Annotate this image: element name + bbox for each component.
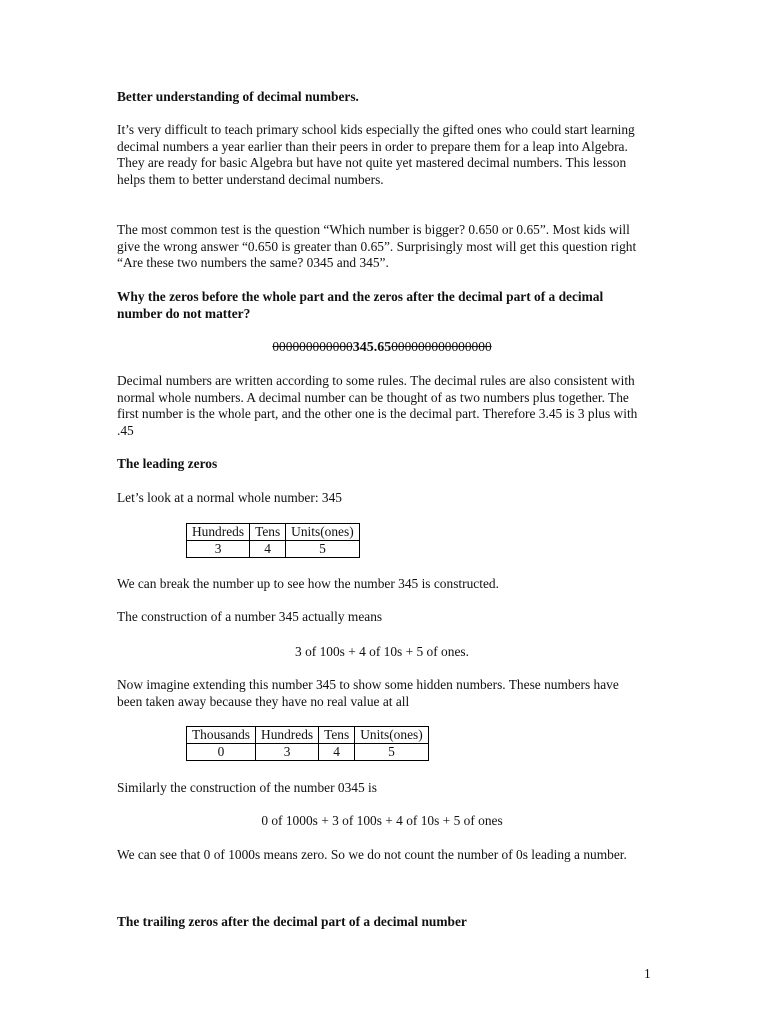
zeros-example (117, 339, 647, 357)
formula-0345: 0 of 1000s + 3 of 100s + 4 of 10s + 5 of ones (261, 813, 503, 828)
heading-leading-zeros: The leading zeros (117, 456, 218, 471)
hidden-numbers-paragraph: Now imagine extending this number 345 to show some hidden numbers. These numbers have been taken away because they have no real value at all (117, 677, 619, 709)
table-cell: 3 (256, 744, 319, 761)
zero-thousands-paragraph: We can see that 0 of 1000s means zero. So we do not count the number of 0s leading a number. (117, 847, 627, 862)
table-header-row (187, 727, 429, 744)
place-value-table-0345 (186, 726, 429, 761)
decimal-rules-paragraph: Decimal numbers are written according to some rules. The decimal rules are also consistent with normal whole numbers. A decimal number can be thought of as two numbers plus together. The first number is the whole part, and the other one is the decimal part. Therefore 3.45 is 3 plus with .45 (117, 373, 638, 438)
table-header-row (187, 524, 360, 541)
table-header-cell: Tens (319, 727, 355, 744)
table-cell: 3 (187, 541, 250, 558)
similarly-paragraph: Similarly the construction of the number 0345 is (117, 780, 377, 795)
table-header-cell: Thousands (187, 727, 256, 744)
formula-345: 3 of 100s + 4 of 10s + 5 of ones. (295, 644, 469, 659)
table-header-cell: Tens (250, 524, 286, 541)
table-header-cell: Units(ones) (286, 524, 359, 541)
heading-trailing-zeros: The trailing zeros after the decimal part of a decimal number (117, 914, 467, 929)
whole-number-paragraph: Let’s look at a normal whole number: 345 (117, 490, 342, 505)
place-value-table-345 (186, 523, 360, 558)
table-cell: 0 (187, 744, 256, 761)
table-cell: 4 (319, 744, 355, 761)
heading-why-zeros: Why the zeros before the whole part and the zeros after the decimal part of a decimal number do not matter? (117, 289, 604, 321)
table-cell: 5 (355, 744, 428, 761)
break-number-paragraph: We can break the number up to see how the number 345 is constructed. (117, 576, 499, 591)
table-cell: 4 (250, 541, 286, 558)
significant-number: 345.65 (352, 340, 392, 355)
table-header-cell: Hundreds (256, 727, 319, 744)
page-number: 1 (644, 966, 651, 981)
intro-paragraph: It’s very difficult to teach primary school kids especially the gifted ones who could start learning decimal numbers a year earlier than their peers in order to prepare them for a leap into Algebra. They are ready for basic Algebra but have not quite yet mastered decimal numbers. This lesson helps them to better understand decimal numbers. (117, 122, 635, 187)
table-header-cell: Hundreds (187, 524, 250, 541)
table-header-cell: Units(ones) (355, 727, 428, 744)
heading-title: Better understanding of decimal numbers. (117, 89, 359, 104)
trailing-zeros: 000000000000000 (391, 339, 492, 354)
table-row (187, 541, 360, 558)
common-test-paragraph: The most common test is the question “Which number is bigger? 0.650 or 0.65”. Most kids will give the wrong answer “0.650 is greater than 0.65”. Surprisingly most will get this question right “Are these two numbers the same? 0345 and 345”. (117, 222, 637, 271)
table-row (187, 744, 429, 761)
leading-zeros: 000000000000 (272, 339, 353, 354)
table-cell: 5 (286, 541, 359, 558)
construction-paragraph: The construction of a number 345 actually means (117, 609, 383, 624)
